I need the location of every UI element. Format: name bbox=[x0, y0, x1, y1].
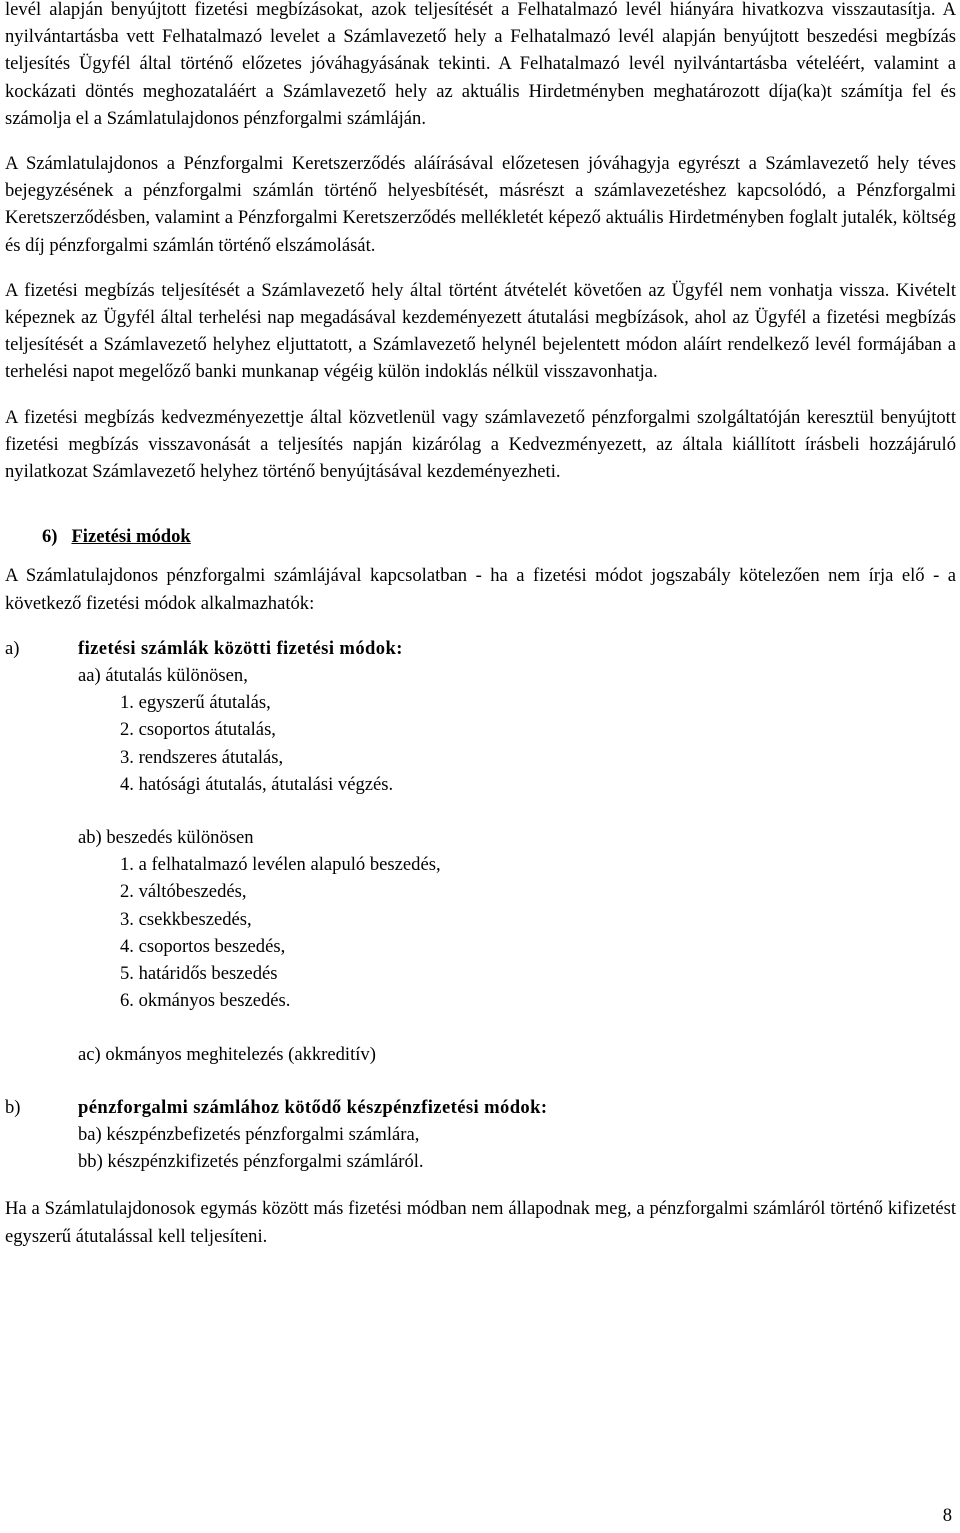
list-group-b bbox=[5, 1094, 956, 1121]
list-item: 2. csoportos átutalás, bbox=[120, 719, 276, 741]
list-item: ba) készpénzbefizetés pénzforgalmi számlára, bbox=[78, 1123, 420, 1145]
list-item: 2. váltóbeszedés, bbox=[120, 881, 247, 903]
list-item: 1. a felhatalmazó levélen alapuló beszedés, bbox=[120, 854, 441, 876]
spacer bbox=[5, 1068, 956, 1094]
section-heading-wrapper bbox=[5, 523, 956, 550]
spacer bbox=[5, 1175, 956, 1195]
list-item: 5. határidős beszedés bbox=[120, 963, 278, 985]
payment-methods-list bbox=[5, 635, 956, 1175]
paragraph-beneficiary-revocation: A fizetési megbízás kedvezményezettje által közvetlenül vagy számlavezető pénzforgalmi szolgáltatóján keresztül benyújtott fizetési megbízás visszavonását a teljesítés napján kizárólag a Kedvezményezett, az általa kiállított írásbeli hozzájáruló nyilatkozat Számlavezető helyhez történő benyújtásával kezdeményezheti. bbox=[5, 406, 956, 483]
list-item: 4. csoportos beszedés, bbox=[120, 935, 286, 957]
paragraph-revocation: A fizetési megbízás teljesítését a Számlavezető hely által történt átvételét követően az Ügyfél nem vonhatja vissza. Kivételt képeznek az Ügyfél által terhelési nap megadásával kezdeményezett átutalási megbízások, ahol az Ügyfél a fizetési megbízás teljesítését a Számlavezető helyhez eljuttatott, a Számlavezető helynél bejelentett módon aláírt rendelkező levél formájában a terhelési napot megelőző banki munkanap végéig külön indoklás nélkül visszavonhatja. bbox=[5, 279, 956, 383]
subgroup-label: ab) beszedés különösen bbox=[78, 827, 254, 849]
list-group-title: fizetési számlák közötti fizetési módok: bbox=[78, 637, 403, 659]
list-item: 1. egyszerű átutalás, bbox=[120, 692, 271, 714]
section-intro: A Számlatulajdonos pénzforgalmi számlájával kapcsolatban - ha a fizetési módot jogszabály kötelezően nem írja elő - a következő fizetési módok alkalmazhatók: bbox=[5, 565, 956, 614]
subgroup-label: ac) okmányos meghitelezés (akkreditív) bbox=[78, 1043, 376, 1065]
list-group-title: pénzforgalmi számlához kötődő készpénzfizetési módok: bbox=[78, 1096, 548, 1118]
document-page bbox=[5, 0, 956, 1268]
spacer bbox=[5, 1015, 956, 1041]
list-group-a bbox=[5, 635, 956, 662]
list-item: 3. csekkbeszedés, bbox=[120, 908, 252, 930]
list-item: bb) készpénzkifizetés pénzforgalmi számláról. bbox=[78, 1151, 424, 1173]
section-heading bbox=[42, 526, 191, 547]
paragraph-framework-contract: A Számlatulajdonos a Pénzforgalmi Keretszerződés aláírásával előzetesen jóváhagyja egyrészt a Számlavezető hely téves bejegyzésének a pénzforgalmi számlán történő helyesbítését, másrészt a számlavezetéshez kapcsolódó, a Pénzforgalmi Keretszerződésben, valamint a Pénzforgalmi Keretszerződés mellékletét képező aktuális Hirdetményben foglalt jutalék, költség és díj pénzforgalmi számlán történő elszámolását. bbox=[5, 153, 956, 256]
paragraph-authorization-letter: levél alapján benyújtott fizetési megbízásokat, azok teljesítését a Felhatalmazó levél hiányára hivatkozva visszautasítja. A nyilvántartásba vett Felhatalmazó levelet a Számlavezető hely a Felhatalmazó levél alapján benyújtott beszedési megbízás teljesítés Ügyfél által történő előzetes jóváhagyásának tekinti. A Felhatalmazó levél nyilvántartásba vételéért, valamint a kockázati döntés meghozataláért a Számlavezető hely az aktuális Hirdetményben meghatározott díja(ka)t számítja fel és számolja el a Számlatulajdonos pénzforgalmi számláján. bbox=[5, 0, 956, 129]
list-letter: a) bbox=[5, 637, 20, 659]
spacer bbox=[5, 798, 956, 824]
section-number: 6) bbox=[42, 526, 58, 548]
list-letter: b) bbox=[5, 1096, 21, 1118]
list-item: 6. okmányos beszedés. bbox=[120, 990, 291, 1012]
section-title: Fizetési módok bbox=[71, 526, 191, 548]
section-closing: Ha a Számlatulajdonosok egymás között más fizetési módban nem állapodnak meg, a pénzforgalmi számláról történő kifizetést egyszerű átutalással kell teljesíteni. bbox=[5, 1198, 956, 1247]
page-number: 8 bbox=[942, 1505, 952, 1526]
subgroup-label: aa) átutalás különösen, bbox=[78, 665, 248, 687]
list-item: 3. rendszeres átutalás, bbox=[120, 746, 284, 768]
list-item: 4. hatósági átutalás, átutalási végzés. bbox=[120, 773, 394, 795]
